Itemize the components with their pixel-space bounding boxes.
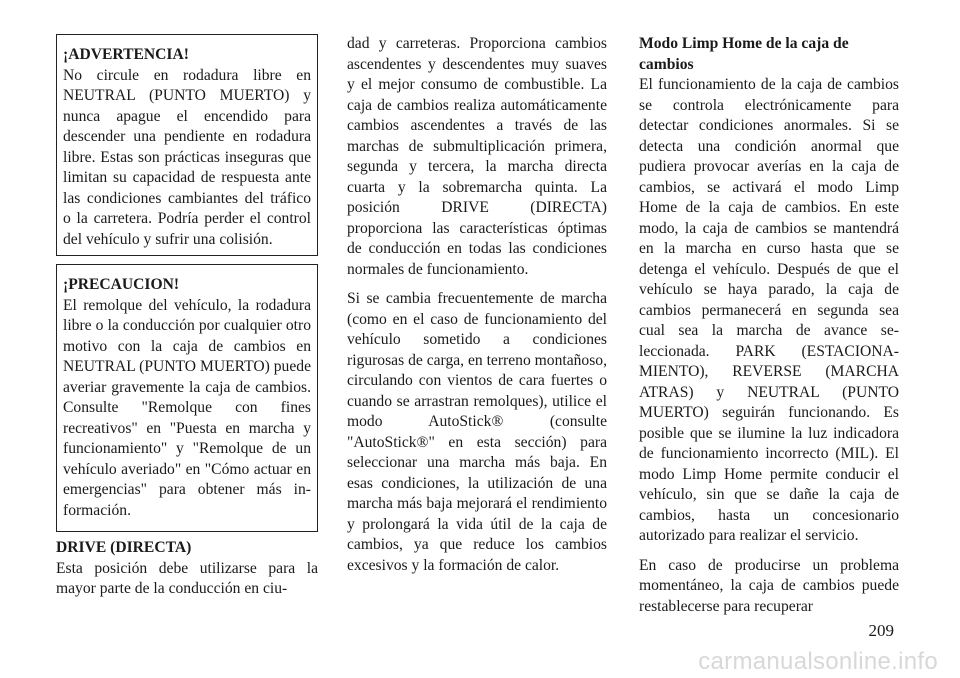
page-number: 209: [868, 621, 894, 640]
limp-home-heading: Modo Limp Home de la caja de cambios: [639, 35, 849, 73]
momentary-problem-paragraph: En caso de producirse un problema momentáneo, la caja de cambios puede restablecerse para recuperar: [639, 556, 899, 615]
drive-paragraph: dad y carreteras. Proporciona cambios ascendentes y descendentes muy suaves y el mejor consumo de combustible. La caja de cambios realiza automáticamente cambios ascendentes a través de las marchas de submultiplicación primera, segunda y tercera, la marcha directa cuarta y la sobremarcha quinta. La posición DRIVE (DIRECTA) proporciona las características óptimas de conducción en todas las condiciones normales de funcionamiento.: [347, 35, 607, 278]
warning-title: ¡ADVERTENCIA!: [63, 46, 189, 63]
autostick-paragraph: Si se cambia frecuentemente de marcha (como en el caso de funcionamiento del vehículo sometido a condiciones rigurosas de carga, en terreno montañoso, circulando con vientos de cara fuertes o cuando se arrastran remolques), utilice el modo AutoStick® (consulte "AutoStick®" en esta sección) para seleccionar una marcha más baja. En esas condiciones, la utilización de una marcha más baja mejorará el rendimiento y prolongará la vida útil de la caja de cambios, ya que reduce los cambios excesivos y la formación de calor.: [347, 290, 607, 574]
watermark: carmanualsonline.info: [698, 648, 938, 675]
limp-home-paragraph: El funcionamiento de la caja de cambios se controla electrónicamente para detectar condiciones anormales. Si se detecta una condición anormal que pudiera provocar averías en la caja de cambios, se activará el modo Limp Home de la caja de cambios. En este modo, la caja de cambios se mantendrá en la marcha en curso hasta que se detenga el vehículo. Después de que el vehículo se haya parado, la caja de cambios permanecerá en segunda sea cual sea la marcha de avance seleccionada. PARK (ESTACIONAMIENTO), REVERSE (MARCHA ATRAS) y NEUTRAL (PUNTO MUERTO) seguirán funcionando. Es posible que se ilumine la luz indicadora de funcionamiento incorrecto (MIL). El modo Limp Home permite conducir el vehículo, sin que se dañe la caja de cambios, hasta un concesionario autorizado para realizar el servicio.: [639, 76, 899, 544]
left-column: [56, 34, 318, 600]
warning-box: [56, 34, 318, 256]
caution-title: ¡PRECAUCION!: [63, 276, 180, 293]
middle-column: [347, 34, 607, 585]
right-column: [639, 34, 899, 626]
drive-intro-text: Esta posición debe utilizarse para la mayor parte de la conducción en ciu-: [56, 559, 318, 597]
drive-heading: DRIVE (DIRECTA): [56, 539, 192, 556]
caution-box: [56, 264, 318, 532]
caution-text: El remolque del vehículo, la rodadura libre o la conducción por cualquier otro motivo con la caja de cambios en NEUTRAL (PUNTO MUERTO) puede averiar gravemente la caja de cambios. Consulte "Remolque con fines recreativos" en "Puesta en marcha y funcionamiento" y "Remolque de un vehículo averiado" en "Cómo actuar en emergencias" para obtener más información.: [63, 296, 311, 519]
warning-text: No circule en rodadura libre en NEUTRAL (PUNTO MUERTO) y nunca apague el encendido para descender una pendiente en rodadura libre. Estas son prácticas inseguras que limitan su capacidad de respuesta ante las condiciones cambiantes del tráfico o la carretera. Podría perder el control del vehículo y sufrir una colisión.: [63, 66, 311, 248]
